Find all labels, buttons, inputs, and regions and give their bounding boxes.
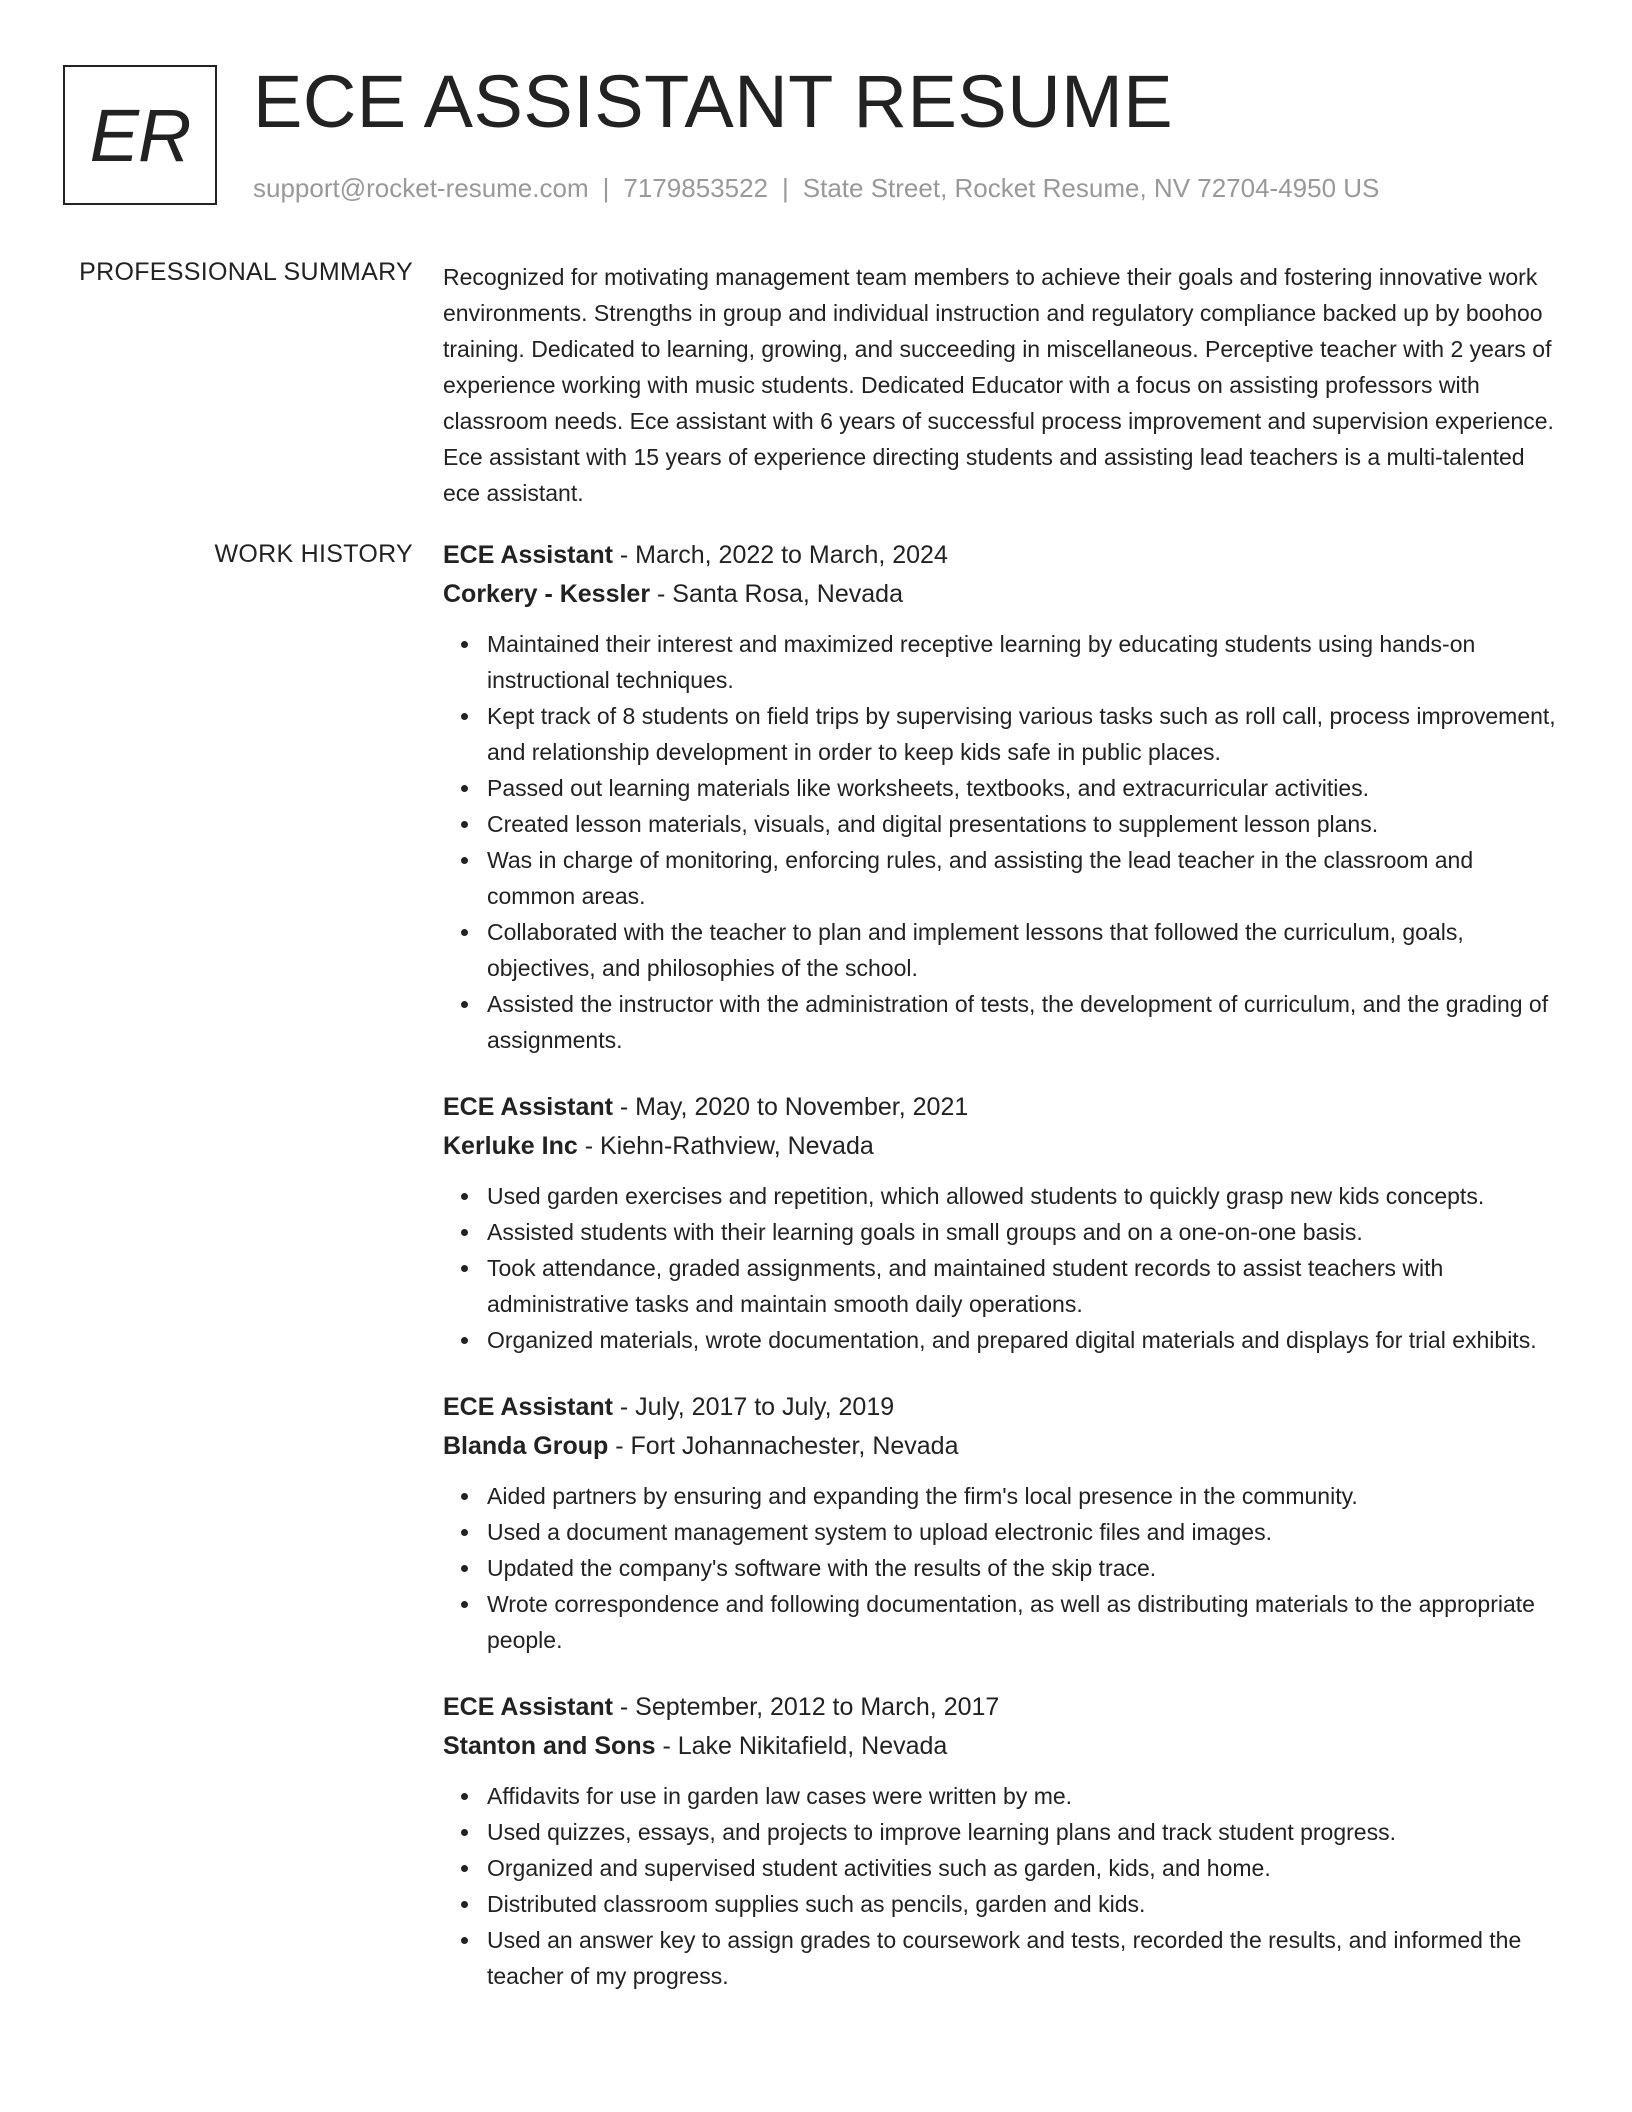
job-title-line [443,536,1563,575]
summary-text: Recognized for motivating management team members to achieve their goals and fostering innovative work environments. Strengths in group and individual instruction and regulatory compliance backed up by boohoo training. Dedicated to learning, growing, and succeeding in miscellaneous. Perceptive teacher with 2 years of experience working with music students. Dedicated Educator with a focus on assisting professors with classroom needs. Ece assistant with 6 years of successful process improvement and supervision experience. Ece assistant with 15 years of experience directing students and assisting lead teachers is a multi-talented ece assistant. [443,264,1554,506]
job-bullet: Used quizzes, essays, and projects to improve learning plans and track student progress. [487,1814,1563,1850]
summary-body [443,259,1563,511]
job-bullet-list [443,626,1563,1058]
contact-separator: | [782,173,789,203]
section-label-summary: PROFESSIONAL SUMMARY [79,258,413,286]
contact-address: State Street, Rocket Resume, NV 72704-4950 US [802,173,1380,203]
job-company: Blanda Group [443,1432,609,1460]
job-bullet: Organized and supervised student activities such as garden, kids, and home. [487,1850,1563,1886]
job-company-line [443,1727,1563,1766]
job-title-line [443,1688,1563,1727]
job-bullet: Assisted the instructor with the administration of tests, the development of curriculum, and the grading of assignments. [487,986,1563,1058]
job-company: Stanton and Sons [443,1732,656,1760]
job-bullet: Created lesson materials, visuals, and digital presentations to supplement lesson plans. [487,806,1563,842]
job-dates: - March, 2022 to March, 2024 [612,541,948,569]
job-bullet-list [443,1778,1563,1994]
section-label-work-history: WORK HISTORY [214,540,413,568]
resume-title: ECE ASSISTANT RESUME [253,60,1174,143]
job-dates: - May, 2020 to November, 2021 [612,1093,969,1121]
job-bullet: Kept track of 8 students on field trips by supervising various tasks such as roll call, process improvement, and relationship development in order to keep kids safe in public places. [487,698,1563,770]
job-bullet: Wrote correspondence and following documentation, as well as distributing materials to the appropriate people. [487,1586,1563,1658]
job-bullet: Used garden exercises and repetition, which allowed students to quickly grasp new kids concepts. [487,1178,1563,1214]
job-dates: - September, 2012 to March, 2017 [612,1693,1000,1721]
contact-line [253,173,1379,204]
job-entry [443,536,1563,1058]
contact-separator: | [602,173,610,203]
job-bullet: Maintained their interest and maximized receptive learning by educating students using hands-on instructional techniques. [487,626,1563,698]
job-bullet: Passed out learning materials like worksheets, textbooks, and extracurricular activities. [487,770,1563,806]
job-bullet: Assisted students with their learning goals in small groups and on a one-on-one basis. [487,1214,1563,1250]
job-location: - Fort Johannachester, Nevada [608,1432,959,1460]
contact-phone[interactable]: 7179853522 [623,173,768,203]
job-title-line [443,1088,1563,1127]
job-bullet: Aided partners by ensuring and expanding the firm's local presence in the community. [487,1478,1563,1514]
job-company-line [443,575,1563,614]
job-bullet: Collaborated with the teacher to plan and implement lessons that followed the curriculum, goals, objectives, and philosophies of the school. [487,914,1563,986]
job-bullet: Took attendance, graded assignments, and maintained student records to assist teachers with administrative tasks and maintain smooth daily operations. [487,1250,1563,1322]
job-entry [443,1688,1563,1994]
job-title-line [443,1388,1563,1427]
job-bullet: Affidavits for use in garden law cases were written by me. [487,1778,1563,1814]
job-location: - Santa Rosa, Nevada [650,580,903,608]
job-company: Kerluke Inc [443,1132,578,1160]
job-title: ECE Assistant [443,1693,613,1721]
job-bullet: Was in charge of monitoring, enforcing rules, and assisting the lead teacher in the classroom and common areas. [487,842,1563,914]
job-title: ECE Assistant [443,1393,613,1421]
job-company: Corkery - Kessler [443,580,651,608]
job-bullet: Used an answer key to assign grades to coursework and tests, recorded the results, and informed the teacher of my progress. [487,1922,1563,1994]
monogram-logo: ER [63,65,217,205]
job-title: ECE Assistant [443,541,613,569]
job-company-line [443,1427,1563,1466]
job-bullet: Updated the company's software with the results of the skip trace. [487,1550,1563,1586]
job-dates: - July, 2017 to July, 2019 [612,1393,895,1421]
job-bullet: Used a document management system to upload electronic files and images. [487,1514,1563,1550]
job-bullet-list [443,1178,1563,1358]
contact-email[interactable]: support@rocket-resume.com [253,173,589,203]
work-history-body [443,536,1563,2024]
job-entry [443,1388,1563,1658]
job-bullet-list [443,1478,1563,1658]
job-company-line [443,1127,1563,1166]
job-location: - Lake Nikitafield, Nevada [655,1732,948,1760]
resume-header [63,60,1572,215]
job-location: - Kiehn-Rathview, Nevada [577,1132,874,1160]
job-bullet: Organized materials, wrote documentation, and prepared digital materials and displays for trial exhibits. [487,1322,1563,1358]
job-title: ECE Assistant [443,1093,613,1121]
job-bullet: Distributed classroom supplies such as pencils, garden and kids. [487,1886,1563,1922]
job-entry [443,1088,1563,1358]
